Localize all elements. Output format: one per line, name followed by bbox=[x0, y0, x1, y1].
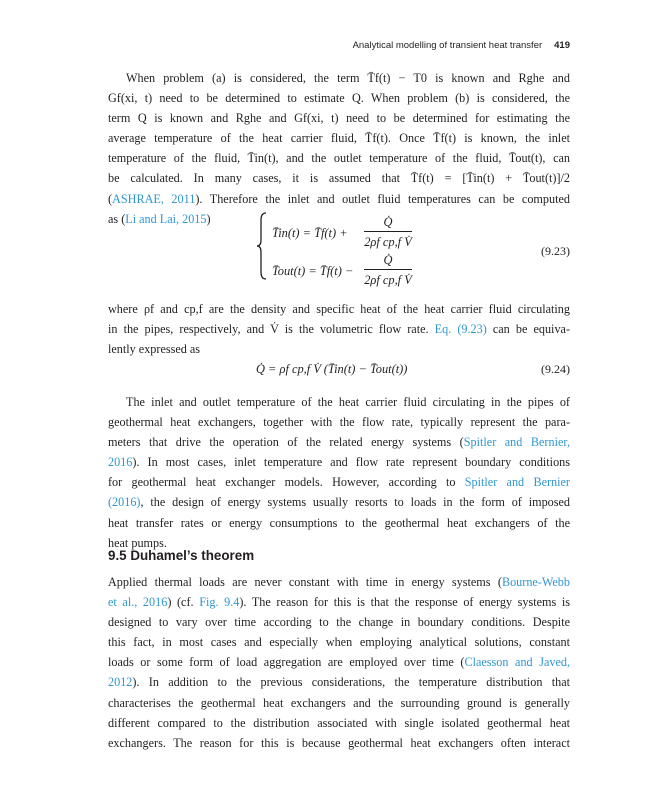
running-title: Analytical modelling of transient heat transfer bbox=[352, 40, 543, 51]
eq-9-23-row-1: T̄in(t) = T̄f(t) + bbox=[272, 226, 348, 240]
p3-line-8: heat pumps. bbox=[108, 535, 167, 550]
p1-line-4: average temperature of the heat carrier fluid, T̄f(t). Once T̄f(t) is known, the inlet bbox=[108, 131, 570, 146]
p3-line-7: heat transfer rates or energy consumptions to the geothermal heat exchangers of the bbox=[108, 515, 570, 530]
p3-line-3: meters that drive the operation of the related energy systems (Spitler and Bernier, bbox=[108, 435, 570, 450]
citation-ashrae-2011[interactable]: ASHRAE, 2011 bbox=[112, 191, 196, 206]
eq-9-24-number: (9.24) bbox=[541, 362, 570, 376]
citation-claesson-javed[interactable]: Claesson and Javed, bbox=[464, 655, 570, 670]
citation-spitler-bernier-2016-year-a[interactable]: 2016 bbox=[108, 455, 133, 470]
p1-line-2: Gf(xi, t) need to be determined to estimate Q. When problem (b) is considered, the bbox=[108, 91, 570, 106]
p3-line-2: geothermal heat exchangers, together with the flow rate, typically represent the para- bbox=[108, 415, 570, 430]
p4-line-2: et al., 2016) (cf. Fig. 9.4). The reason for this is that the response of energy systems is bbox=[108, 595, 571, 610]
p1-line-1: When problem (a) is considered, the term T̄f(t) − T0 is known and Rghe and bbox=[126, 71, 570, 85]
citation-claesson-javed-year[interactable]: 2012 bbox=[108, 675, 133, 690]
p1-line-7: (ASHRAE, 2011). Therefore the inlet and outlet fluid temperatures can be computed bbox=[108, 191, 570, 206]
citation-bourne-webb-year[interactable]: et al., 2016 bbox=[108, 595, 168, 610]
p4-line-4: this fact, in most cases and especially when employing analytical solutions, constant bbox=[108, 635, 570, 650]
running-header bbox=[108, 40, 570, 54]
paragraph-1 bbox=[108, 68, 570, 229]
page-number: 419 bbox=[554, 40, 570, 51]
eq-9-23-fraction-2: Q̇ 2ρf cp,f V̇ bbox=[364, 253, 412, 287]
p4-line-8: different compared to the distribution associated with single isolated geothermal heat bbox=[108, 715, 570, 730]
paragraph-4 bbox=[108, 572, 570, 753]
equation-link-9-23[interactable]: Eq. (9.23) bbox=[434, 322, 487, 337]
p1-line-5: temperature of the fluid, T̄in(t), and the outlet temperature of the fluid, T̄out(t), can bbox=[108, 151, 570, 166]
p2-line-1: where ρf and cp,f are the density and specific heat of the heat carrier fluid circulating bbox=[108, 302, 570, 316]
eq-9-23-number: (9.23) bbox=[541, 244, 570, 258]
citation-bourne-webb[interactable]: Bourne-Webb bbox=[501, 575, 570, 589]
citation-spitler-bernier-2016-year-b[interactable]: (2016) bbox=[108, 495, 141, 510]
eq-9-23-row-2: T̄out(t) = T̄f(t) − bbox=[272, 264, 354, 278]
p2-line-2: in the pipes, respectively, and V̇ is the volumetric flow rate. Eq. (9.23) can be equiva- bbox=[108, 322, 571, 337]
equation-brace bbox=[256, 212, 268, 280]
citation-spitler-bernier-2016-a[interactable]: Spitler and Bernier, bbox=[463, 435, 570, 450]
p3-line-1: The inlet and outlet temperature of the heat carrier fluid circulating in the pipes of bbox=[126, 395, 570, 409]
eq-9-23-fraction-1: Q̇ 2ρf cp,f V̇ bbox=[364, 215, 412, 249]
p4-line-3: designed to vary over time according to the change in boundary conditions. Despite bbox=[108, 615, 570, 630]
p4-line-9: exchangers. The reason for this is because geothermal heat exchangers often interact bbox=[108, 735, 570, 750]
p1-line-6: be calculated. In many cases, it is assumed that T̄f(t) = [T̄in(t) + T̄out(t)]/2 bbox=[108, 171, 570, 186]
p1-line-3: term Q is known and Rghe and Gf(xi, t) need to be determined for estimating the bbox=[108, 111, 570, 126]
citation-spitler-bernier-2016-b[interactable]: Spitler and Bernier bbox=[464, 475, 570, 490]
section-heading: 9.5 Duhamel’s theorem bbox=[108, 548, 255, 563]
figure-link-9-4[interactable]: Fig. 9.4 bbox=[199, 595, 240, 610]
p4-line-6: 2012). In addition to the previous considerations, the temperature distribution that bbox=[108, 675, 570, 690]
citation-li-lai-2015[interactable]: Li and Lai, 2015 bbox=[125, 211, 207, 226]
p3-line-6: (2016), the design of energy systems usually resorts to loads in the form of imposed bbox=[108, 495, 570, 510]
eq-9-24: Q̇ = ρf cp,f V̇ (T̄in(t) − T̄out(t)) bbox=[256, 362, 408, 376]
paragraph-3 bbox=[108, 392, 570, 553]
p3-line-4: 2016). In most cases, inlet temperature and flow rate represent boundary conditions bbox=[108, 455, 570, 470]
paragraph-2 bbox=[108, 299, 570, 359]
p2-line-3: lently expressed as bbox=[108, 342, 201, 357]
p1-line-8: as (Li and Lai, 2015) bbox=[108, 211, 211, 226]
p4-line-5: loads or some form of load aggregation are employed over time (Claesson and Javed, bbox=[108, 655, 570, 670]
p3-line-5: for geothermal heat exchanger models. However, according to Spitler and Bernier bbox=[108, 475, 570, 490]
p4-line-1: Applied thermal loads are never constant with time in energy systems (Bourne-Webb bbox=[108, 575, 570, 589]
p4-line-7: characterises the geothermal heat exchangers and the surrounding ground is generally bbox=[108, 695, 570, 710]
